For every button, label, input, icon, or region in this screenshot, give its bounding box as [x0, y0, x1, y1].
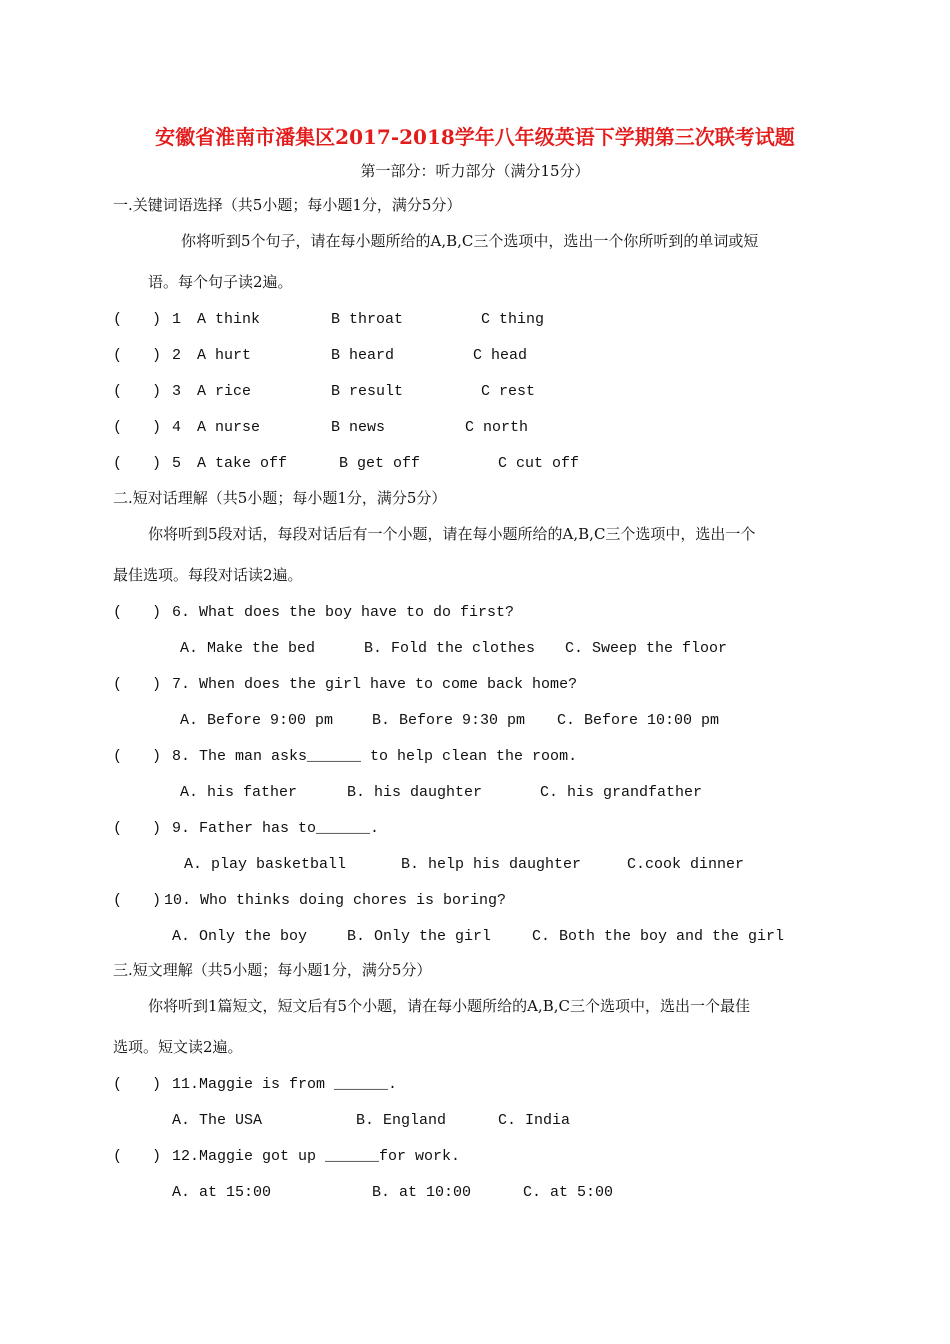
option-c: C north: [465, 419, 529, 436]
section3-instruction: 你将听到1篇短文，短文后有5个小题，请在每小题所给的A,B,C三个选项中，选出一个最佳: [148, 997, 750, 1015]
section2-instruction-cont: 最佳选项。每段对话读2遍。: [113, 566, 303, 584]
option-c: C thing: [481, 311, 545, 328]
option-a: A. play basketball: [184, 856, 347, 873]
question-stem: 7. When does the girl have to come back home?: [172, 676, 578, 693]
option-a: A. The USA: [172, 1112, 263, 1129]
question-number: 3: [172, 383, 182, 400]
option-c: C cut off: [498, 455, 580, 472]
option-a: A. his father: [180, 784, 298, 801]
answer-blank[interactable]: ( ): [113, 748, 162, 765]
answer-blank[interactable]: ( ): [113, 383, 162, 400]
question-stem: 9. Father has to______.: [172, 820, 380, 837]
answer-blank[interactable]: ( ): [113, 1076, 162, 1093]
option-a: A rice: [197, 383, 252, 400]
question-number: 4: [172, 419, 182, 436]
option-c: C. India: [498, 1112, 571, 1129]
answer-blank[interactable]: ( ): [113, 892, 162, 909]
option-b: B result: [331, 383, 404, 400]
answer-blank[interactable]: ( ): [113, 419, 162, 436]
option-a: A take off: [197, 455, 288, 472]
question-stem: 11.Maggie is from ______.: [172, 1076, 398, 1093]
part-heading: 第一部分：听力部分（满分15分）: [360, 162, 590, 180]
option-b: B. at 10:00: [372, 1184, 472, 1201]
section2-instruction: 你将听到5段对话，每段对话后有一个小题，请在每小题所给的A,B,C三个选项中，选出一个: [148, 525, 756, 543]
option-a: A nurse: [197, 419, 261, 436]
section1-heading: 一.关键词语选择（共5小题；每小题1分，满分5分）: [113, 196, 462, 214]
option-b: B heard: [331, 347, 395, 364]
option-c: C rest: [481, 383, 536, 400]
option-b: B. Fold the clothes: [364, 640, 536, 657]
answer-blank[interactable]: ( ): [113, 604, 162, 621]
option-b: B. England: [356, 1112, 447, 1129]
answer-blank[interactable]: ( ): [113, 1148, 162, 1165]
option-a: A hurt: [197, 347, 252, 364]
option-b: B. Before 9:30 pm: [372, 712, 526, 729]
question-stem: 8. The man asks______ to help clean the room.: [172, 748, 578, 765]
option-b: B news: [331, 419, 386, 436]
answer-blank[interactable]: ( ): [113, 676, 162, 693]
question-stem: 12.Maggie got up ______for work.: [172, 1148, 461, 1165]
option-c: C. his grandfather: [540, 784, 703, 801]
answer-blank[interactable]: ( ): [113, 347, 162, 364]
section3-instruction-cont: 选项。短文读2遍。: [113, 1038, 243, 1056]
option-a: A. Only the boy: [172, 928, 308, 945]
question-stem: 10. Who thinks doing chores is boring?: [164, 892, 507, 909]
question-number: 2: [172, 347, 182, 364]
option-c: C. Before 10:00 pm: [557, 712, 720, 729]
answer-blank[interactable]: ( ): [113, 311, 162, 328]
option-a: A. Make the bed: [180, 640, 316, 657]
option-a: A. at 15:00: [172, 1184, 272, 1201]
option-b: B. Only the girl: [347, 928, 492, 945]
option-c: C. at 5:00: [523, 1184, 614, 1201]
question-number: 1: [172, 311, 182, 328]
option-c: C head: [473, 347, 528, 364]
section3-heading: 三.短文理解（共5小题；每小题1分，满分5分）: [113, 961, 432, 979]
option-c: C. Both the boy and the girl: [532, 928, 785, 945]
option-b: B throat: [331, 311, 404, 328]
answer-blank[interactable]: ( ): [113, 455, 162, 472]
option-b: B get off: [339, 455, 421, 472]
document-title: 安徽省淮南市潘集区2017-2018学年八年级英语下学期第三次联考试题: [155, 125, 795, 149]
option-c: C. Sweep the floor: [565, 640, 728, 657]
answer-blank[interactable]: ( ): [113, 820, 162, 837]
option-c: C.cook dinner: [627, 856, 745, 873]
section1-instruction: 你将听到5个句子，请在每小题所给的A,B,C三个选项中，选出一个你所听到的单词或短: [181, 232, 759, 250]
option-b: B. his daughter: [347, 784, 483, 801]
question-number: 5: [172, 455, 182, 472]
option-a: A. Before 9:00 pm: [180, 712, 334, 729]
question-stem: 6. What does the boy have to do first?: [172, 604, 515, 621]
section2-heading: 二.短对话理解（共5小题；每小题1分，满分5分）: [113, 489, 447, 507]
option-b: B. help his daughter: [401, 856, 582, 873]
section1-instruction-cont: 语。每个句子读2遍。: [148, 273, 293, 291]
option-a: A think: [197, 311, 261, 328]
